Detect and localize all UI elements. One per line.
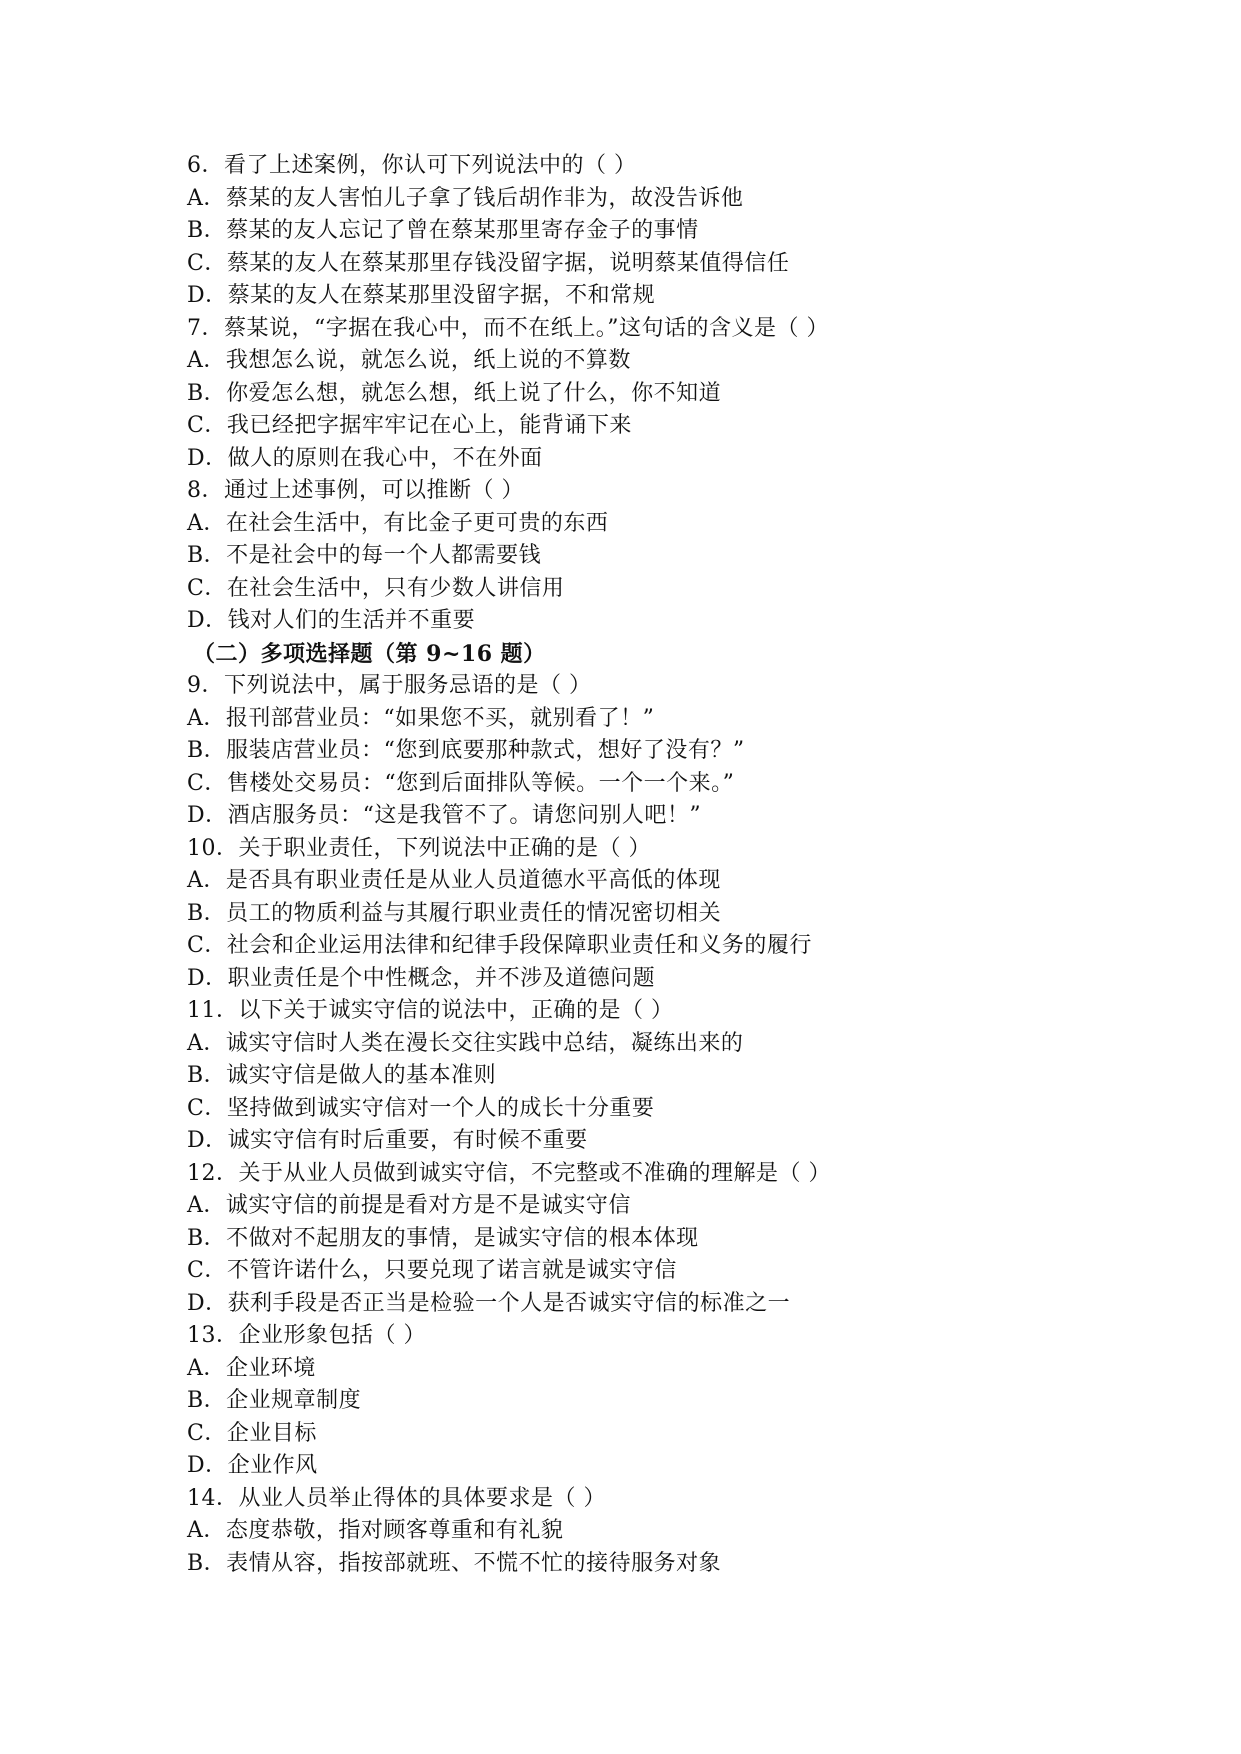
answer-option: D．蔡某的友人在蔡某那里没留字据，不和常规 (187, 283, 656, 308)
answer-option: C．在社会生活中，只有少数人讲信用 (187, 575, 565, 601)
answer-option: C．社会和企业运用法律和纪律手段保障职业责任和义务的履行 (187, 933, 812, 958)
answer-option: D．诚实守信有时后重要，有时候不重要 (187, 1128, 588, 1153)
answer-option: D．酒店服务员：“这是我管不了。请您问别人吧！” (187, 803, 702, 828)
answer-option: A．在社会生活中，有比金子更可贵的东西 (187, 510, 609, 536)
question-text: 9．下列说法中，属于服务忌语的是（ ） (187, 673, 592, 698)
question-text: 13．企业形象包括（ ） (187, 1323, 426, 1348)
answer-option: D．获利手段是否正当是检验一个人是否诚实守信的标准之一 (187, 1290, 791, 1316)
answer-option: D．职业责任是个中性概念，并不涉及道德问题 (187, 965, 656, 991)
answer-option: A．蔡某的友人害怕儿子拿了钱后胡作非为，故没告诉他 (187, 185, 744, 211)
question-text: 8．通过上述事例，可以推断（ ） (187, 478, 524, 503)
answer-option: B．员工的物质利益与其履行职业责任的情况密切相关 (187, 900, 722, 926)
answer-option: D．企业作风 (187, 1453, 318, 1478)
answer-option: A．诚实守信时人类在漫长交往实践中总结，凝练出来的 (187, 1030, 744, 1056)
answer-option: A．我想怎么说，就怎么说，纸上说的不算数 (187, 348, 631, 373)
answer-option: A．企业环境 (187, 1355, 316, 1381)
answer-option: C．不管许诺什么，只要兑现了诺言就是诚实守信 (187, 1258, 677, 1283)
question-text: 12．关于从业人员做到诚实守信，不完整或不准确的理解是（ ） (187, 1160, 831, 1186)
answer-option: B．服装店营业员：“您到底要那种款式，想好了没有？” (187, 738, 745, 763)
question-text: 6．看了上述案例，你认可下列说法中的（ ） (187, 153, 637, 178)
answer-option: A．报刊部营业员：“如果您不买，就别看了！” (187, 705, 655, 731)
question-text: 7．蔡某说，“字据在我心中，而不在纸上。”这句话的含义是（ ） (187, 315, 829, 341)
question-text: 10．关于职业责任，下列说法中正确的是（ ） (187, 835, 651, 861)
answer-option: B．企业规章制度 (187, 1388, 362, 1413)
answer-option: B．诚实守信是做人的基本准则 (187, 1063, 497, 1088)
answer-option: D．做人的原则在我心中，不在外面 (187, 445, 543, 471)
answer-option: B．不是社会中的每一个人都需要钱 (187, 543, 542, 568)
question-text: 11．以下关于诚实守信的说法中，正确的是（ ） (187, 998, 674, 1023)
answer-option: A．诚实守信的前提是看对方是不是诚实守信 (187, 1193, 631, 1218)
answer-option: B．不做对不起朋友的事情，是诚实守信的根本体现 (187, 1225, 699, 1251)
section-heading: （二）多项选择题（第 9~16 题） (193, 640, 546, 667)
answer-option: C．我已经把字据牢牢记在心上，能背诵下来 (187, 413, 632, 438)
answer-option: D．钱对人们的生活并不重要 (187, 608, 476, 633)
document-body (187, 150, 1147, 1580)
answer-option: C．坚持做到诚实守信对一个人的成长十分重要 (187, 1095, 655, 1121)
question-text: 14．从业人员举止得体的具体要求是（ ） (187, 1485, 606, 1511)
answer-option: C．企业目标 (187, 1420, 317, 1446)
answer-option: C．蔡某的友人在蔡某那里存钱没留字据，说明蔡某值得信任 (187, 250, 790, 276)
answer-option: B．表情从容，指按部就班、不慌不忙的接待服务对象 (187, 1550, 722, 1576)
answer-option: C．售楼处交易员：“您到后面排队等候。一个一个来。” (187, 770, 735, 796)
answer-option: B．你爱怎么想，就怎么想，纸上说了什么，你不知道 (187, 380, 722, 406)
answer-option: B．蔡某的友人忘记了曾在蔡某那里寄存金子的事情 (187, 218, 699, 243)
answer-option: A．是否具有职业责任是从业人员道德水平高低的体现 (187, 868, 721, 893)
answer-option: A．态度恭敬，指对顾客尊重和有礼貌 (187, 1518, 564, 1543)
